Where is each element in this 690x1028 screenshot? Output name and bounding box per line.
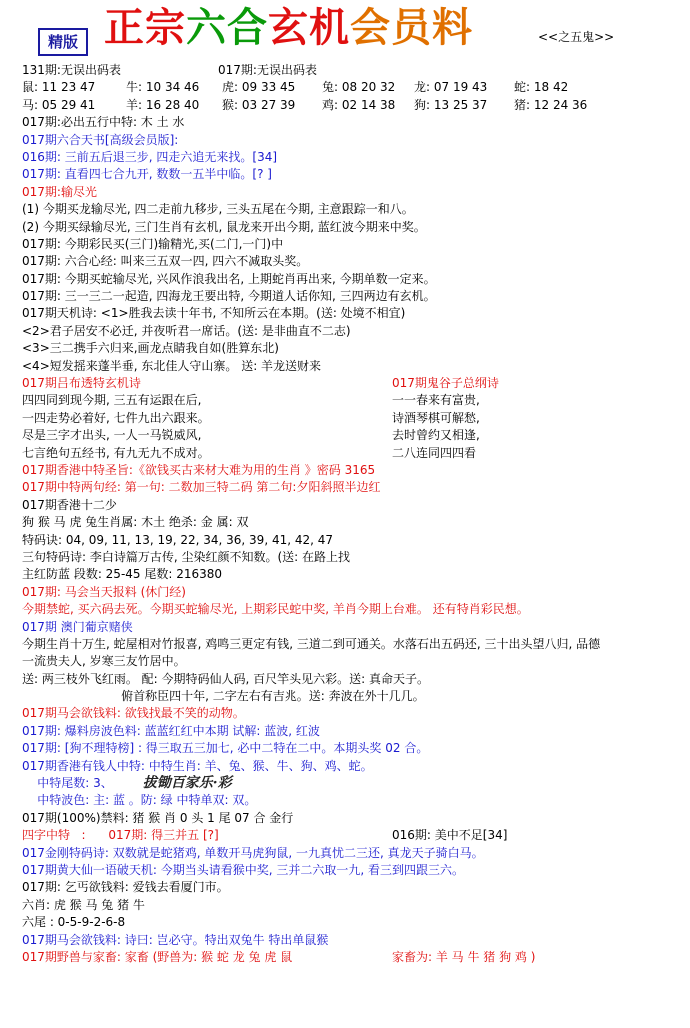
text-line — [22, 97, 688, 114]
line-text: 今期禁蛇, 买六码去死。今期买蛇输尽光, 上期彩民蛇中奖, 羊肖今期上台难。 还有特肖彩民想。 — [22, 602, 529, 617]
line-text: 017期马会欲钱料: 诗曰: 岂必守。特出双兔牛 特出单鼠猴 — [22, 932, 329, 947]
line-text: 017期: 今期买蛇输尽光, 兴风作浪我出名, 上期蛇肖再出来, 今期单数一定来。 — [22, 271, 436, 286]
text-line — [22, 514, 688, 531]
text-line — [22, 340, 688, 357]
title-part-1: 正宗 — [104, 5, 186, 51]
title-part-3: 玄机 — [268, 5, 350, 51]
line-text: 017期天机诗: <1>胜我去读十年书, 不知所云在本期。(送: 处境不相宜) — [22, 306, 406, 321]
line-text: 送: 两三枝外飞红雨。 配: 今期特码仙人码, 百尺竿头见六彩。送: 真命天子。 — [22, 671, 430, 686]
text-line — [22, 201, 688, 218]
text-line — [22, 688, 688, 705]
line-text: 017期:输尽光 — [22, 184, 97, 199]
line-text: 017期: 直看四七合九开, 数数一五半中临。[? ] — [22, 167, 272, 182]
text-line — [22, 462, 688, 479]
text-line — [22, 479, 688, 496]
line-text: 017期六合天书[高级会员版]: — [22, 132, 179, 147]
text-line — [22, 79, 688, 96]
text-line — [22, 166, 688, 183]
line-text: 017期: [狗不理特榜] : 得三取五三加七, 必中二特在二中。本期头奖 02 合。 — [22, 741, 429, 756]
line-text: 六尾 : 0-5-9-2-6-8 — [22, 915, 126, 930]
line-text: 131期:无误出码表 — [22, 63, 121, 77]
text-line — [22, 705, 688, 722]
line-text: 017期: 爆料房波色料: 蓝蓝红红中本期 试解: 蓝波, 红波 — [22, 723, 320, 738]
watermark-stamp: 拔锄百家乐·彩 — [142, 775, 232, 792]
zodiac-number-group: 虎: 09 33 45 — [222, 80, 296, 95]
title-part-2: 六合 — [186, 5, 268, 51]
line-text: 四四同到现今期, 三五有运跟在后, — [22, 393, 202, 408]
line-text-right: 017期:无误出码表 — [218, 63, 317, 77]
line-text-right: 去时曾约又相逢, — [392, 428, 480, 443]
zodiac-number-group: 鸡: 02 14 38 — [322, 97, 396, 112]
text-line — [22, 740, 688, 757]
text-line — [22, 879, 688, 896]
zodiac-number-group: 蛇: 18 42 — [514, 80, 569, 95]
line-text-right: 二八连同四四看 — [392, 445, 477, 460]
text-line — [22, 358, 688, 375]
line-text: 017期: 今期彩民买(三门)输精光,买(二门,一门)中 — [22, 236, 284, 251]
text-line — [22, 305, 688, 322]
line-text: 017期马会欲钱料: 欲钱找最不笑的动物。 — [22, 706, 245, 721]
zodiac-number-group: 马: 05 29 41 — [22, 97, 96, 112]
line-text: 017期香港十二少 — [22, 497, 117, 512]
line-text: 017期吕布透特玄机诗 — [22, 376, 141, 391]
line-text: 017期:必出五行中特: 木 土 水 — [22, 115, 185, 130]
title-part-4: 会员料 — [350, 5, 473, 51]
zodiac-number-group: 牛: 10 34 46 — [126, 80, 200, 95]
line-text: 017期中特两句经: 第一句: 二数加三特二码 第二句:夕阳斜照半边红 — [22, 480, 381, 495]
text-line — [22, 532, 688, 549]
text-line — [22, 810, 688, 827]
text-line — [22, 949, 688, 966]
text-line — [22, 219, 688, 236]
text-line — [22, 845, 688, 862]
zodiac-number-group: 羊: 16 28 40 — [126, 97, 200, 112]
line-text: 六肖: 虎 猴 马 兔 猪 牛 — [22, 897, 145, 912]
text-line — [22, 114, 688, 131]
line-text: <3>三二携手六归来,画龙点睛我自如(胜算东北) — [22, 341, 279, 356]
line-text: 017期香港有钱人中特: 中特生肖: 羊、兔、猴、牛、狗、鸡、蛇。 — [22, 758, 373, 773]
line-text: 今期生肖十万生, 蛇屋相对竹报喜, 鸡鸣三更定有钱, 三道二到可通关。水落石出五码还, 三十出头望八归, 品德 — [22, 636, 601, 651]
text-line — [22, 653, 688, 670]
text-line — [22, 149, 688, 166]
zodiac-number-group: 猪: 12 24 36 — [514, 97, 588, 112]
text-line — [22, 288, 688, 305]
line-text: 017期 澳门葡京赌侠 — [22, 619, 133, 634]
text-line — [22, 601, 688, 618]
text-line — [22, 862, 688, 879]
text-line — [22, 427, 688, 444]
zodiac-number-group: 鼠: 11 23 47 — [22, 80, 96, 95]
line-text: 017期: 六合心经: 叫来三五双一四, 四六不减取头奖。 — [22, 254, 309, 269]
line-text: 四字中特 : 017期: 得三并五 [?] — [22, 828, 219, 843]
line-text: 017期野兽与家畜: 家畜 (野兽为: 猴 蛇 龙 兔 虎 鼠 — [22, 949, 293, 964]
zodiac-number-group: 狗: 13 25 37 — [414, 97, 488, 112]
text-line — [22, 914, 688, 931]
line-text: 七言绝句五经书, 有九无九不成对。 — [22, 445, 210, 460]
line-text: 一四走势必着好, 七件九出六跟来。 — [22, 410, 210, 425]
text-line — [22, 619, 688, 636]
line-text: 017期: 乞丐欲钱料: 爱钱去看厦门市。 — [22, 880, 229, 895]
line-text: 017期香港中特圣旨:《欲钱买古来材大难为用的生肖 》密码 3165 — [22, 462, 376, 477]
line-text: 俯首称臣四十年, 二字左右有吉兆。送: 奔波在外十几几。 — [22, 689, 425, 704]
line-text: 017期黄大仙一语破天机: 今期当头请看猴中奖, 三并二六取一九, 看三到四跟三六。 — [22, 862, 465, 877]
line-text-right: 一一春来有富贵, — [392, 393, 480, 408]
text-line — [22, 62, 688, 79]
line-text: (1) 今期买龙输尽光, 四二走前九移步, 三头五尾在今期, 主意跟踪一和八。 — [22, 202, 414, 217]
line-text: 中特波色: 主: 蓝 。防: 绿 中特单双: 双。 — [22, 793, 257, 808]
text-line — [22, 792, 688, 809]
line-text: 特码诀: 04, 09, 11, 13, 19, 22, 34, 36, 39, 41, 42, 47 — [22, 532, 334, 547]
text-line — [22, 445, 688, 462]
line-text: 017期: 马会当天报料 (休门经) — [22, 584, 186, 599]
header — [0, 0, 690, 60]
line-text: 主红防蓝 段数: 25-45 尾数: 216380 — [22, 567, 223, 582]
zodiac-number-group: 兔: 08 20 32 — [322, 80, 396, 95]
line-text: 016期: 三前五后退三步, 四走六追无来找。[34] — [22, 149, 278, 164]
text-line — [22, 375, 688, 392]
document-body — [22, 62, 688, 966]
text-line — [22, 932, 688, 949]
zodiac-number-group: 猴: 03 27 39 — [222, 97, 296, 112]
text-line — [22, 723, 688, 740]
text-line — [22, 671, 688, 688]
page-title — [104, 4, 473, 52]
line-text: 017期: 三一三二一起造, 四海龙王要出特, 今期道人话你知, 三四两边有玄机。 — [22, 289, 436, 304]
page-subtitle: <<之五鬼>> — [538, 30, 615, 44]
zodiac-number-group: 龙: 07 19 43 — [414, 80, 488, 95]
text-line — [22, 497, 688, 514]
line-text-right: 诗酒琴棋可解愁, — [392, 410, 480, 425]
text-line — [22, 758, 688, 775]
line-text: 尽是三字才出头, 一人一马锐威风, — [22, 428, 202, 443]
line-text-right: 家畜为: 羊 马 牛 猪 狗 鸡 ) — [392, 949, 536, 964]
line-text: (2) 今期买绿输尽光, 三门生肖有玄机, 鼠龙来开出今期, 蓝红波今期来中奖。 — [22, 219, 426, 234]
text-line — [22, 253, 688, 270]
text-line — [22, 132, 688, 149]
text-line — [22, 392, 688, 409]
line-text-right: 016期: 美中不足[34] — [392, 828, 508, 843]
text-line — [22, 566, 688, 583]
text-line — [22, 410, 688, 427]
line-text: 狗 猴 马 虎 兔生肖属: 木土 绝杀: 金 属: 双 — [22, 515, 249, 530]
line-text: <2>君子居安不必迁, 并夜听君一席话。(送: 是非曲直不二志) — [22, 323, 351, 338]
edition-badge: 精版 — [38, 28, 88, 56]
line-text: 017金刚特码诗: 双数就是蛇猪鸡, 单数开马虎狗鼠, 一九真忧二三还, 真龙天子骑白马。 — [22, 845, 484, 860]
text-line — [22, 636, 688, 653]
line-text-right: 017期鬼谷子总纲诗 — [392, 376, 499, 391]
line-text: 017期(100%)禁料: 猪 猴 肖 0 头 1 尾 07 合 金行 — [22, 810, 294, 825]
text-line — [22, 184, 688, 201]
text-line — [22, 271, 688, 288]
text-line — [22, 775, 688, 792]
text-line — [22, 827, 688, 844]
text-line — [22, 236, 688, 253]
text-line — [22, 323, 688, 340]
text-line — [22, 584, 688, 601]
line-text: <4>短发摇来蓬半垂, 东北佳人守山寨。 送: 羊龙送财来 — [22, 358, 322, 373]
line-text: 中特尾数: 3、 — [22, 776, 113, 791]
line-text: 三句特码诗: 李白诗篇万古传, 尘染红颜不知数。(送: 在路上找 — [22, 549, 351, 564]
line-text: 一流贵夫人, 岁寒三友竹居中。 — [22, 654, 186, 669]
text-line — [22, 897, 688, 914]
text-line — [22, 549, 688, 566]
